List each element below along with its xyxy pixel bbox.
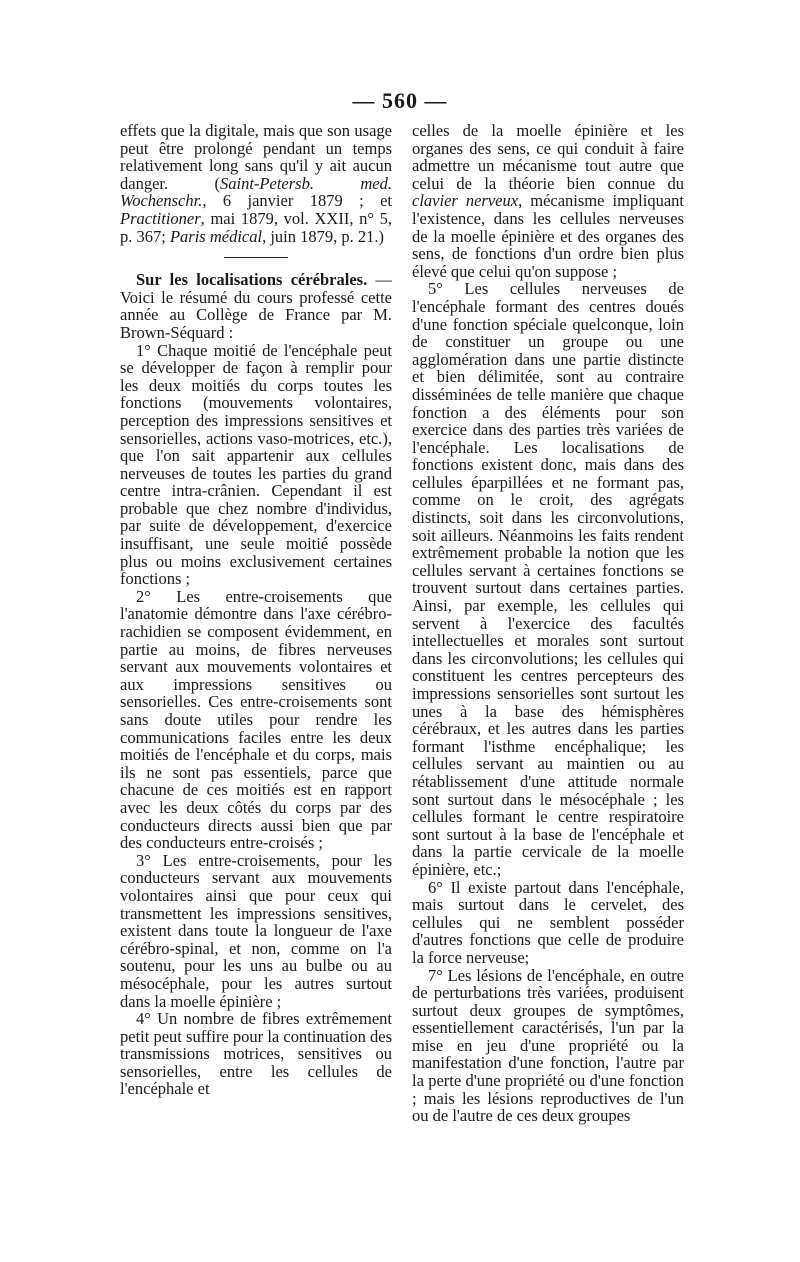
paragraph-point-1: 1° Chaque moitié de l'encéphale peut se développer de façon à remplir pour les deux moitiés du corps toutes les fonctions (mouvements volontaires, perception des impressions sensitives et sensorielles, actions vaso-motrices, etc.), que l'on sait appartenir aux cellules nerveuses de toutes les parties du grand centre intra-crânien. Cependant il est probable que chez nombre d'individus, par suite de développement, d'exercice insuffisant, une seule moitié possède plus ou moins exclusivement certaines fonctions ; [120,340,392,589]
paragraph-section-intro [120,271,392,341]
left-column [120,122,392,1098]
paragraph-point-4: 4° Un nombre de fibres extrêmement petit peut suffire pour la continuation des transmissions motrices, sensitives ou sensorielles, entre les cellules de l'encéphale et [120,1009,392,1099]
paragraph-point-6: 6° Il existe partout dans l'encéphale, mais surtout dans le cervelet, des cellules qui ne semblent posséder d'autres fonctions que celle de produire la force nerveuse; [412,877,684,967]
text-run: — Voici le résumé du cours professé cette année au Collège de France par M. Brown-Séquard : [120,270,392,342]
text-run: , juin 1879, p. 21.) [262,226,385,246]
paragraph-digitale-conclusion [120,122,392,245]
citation-title: Paris médical [169,226,263,246]
italic-term: clavier nerveux [412,191,519,211]
text-run: celles de la moelle épinière et les organes des sens, ce qui conduit à faire admettre un mécanisme tout autre que celui de la théorie bien connue du [412,121,684,193]
paragraph-point-5: 5° Les cellules nerveuses de l'encéphale formant des centres doués d'une fonction spéciale quelconque, loin de constituer un groupe ou une agglomération dans une partie distincte et bien délimitée, sont au contraire disséminées de telle manière que chaque fonction a des éléments pour son exercice dans des parties très variées de l'encéphale. Les localisations de fonctions existent donc, mais dans des cellules éparpillées et ne formant pas, comme on le croit, des agrégats distincts, soit dans les circonvolutions, soit ailleurs. Néanmoins les faits rendent extrêmement probable la notion que les cellules servant à certaines fonctions se trouvent surtout dans certaines parties. Ainsi, par exemple, les cellules qui servent à l'exercice des facultés intellectuelles et morales sont surtout dans les circonvolutions; les cellules qui constituent les centres percepteurs des impressions sensorielles sont surtout les unes à la base des hémisphères cérébraux, et les autres dans les parties formant l'isthme encéphalique; les cellules servant au maintien ou au rétablissement d'une attitude normale sont surtout dans le mésocéphale ; les cellules formant le centre respiratoire sont surtout à la base de l'encéphale et dans la partie cervicale de la moelle épinière, etc.; [412,279,684,879]
paragraph-point-3: 3° Les entre-croisements, pour les conducteurs servant aux mouvements volontaires ainsi que pour ceux qui transmettent les impressions sensitives, existent dans toute la longueur de l'axe cérébro-spinal, et non, comme on l'a soutenu, pour les uns au bulbe ou au mésocéphale, pour les autres surtout dans la moelle épinière ; [120,850,392,1011]
text-run: effets que la digitale, mais que son usage peut être prolongé pendant un temps relativement long sans qu'il y ait aucun danger. ( [120,121,392,193]
paragraph-point-7: 7° Les lésions de l'encéphale, en outre de perturbations très variées, produisent surtout deux groupes de symptômes, essentiellement caractérisés, l'un par la mise en jeu d'une propriété ou la manifestation d'une fonction, l'autre par la perte d'une propriété ou d'une fonction ; mais les lésions reproductives de l'un ou de l'autre de ces deux groupes [412,965,684,1126]
text-run: , mai 1879, vol. XXII, n° 5, p. 367; [120,208,392,246]
text-run: , mécanisme impliquant l'existence, dans les cellules nerveuses de la moelle épinière et des organes des sens, de fonctions d'un ordre bien plus élevé que celui qu'on suppose ; [412,191,684,281]
paragraph-point-4-continued [412,122,684,280]
citation-title: Practitioner [120,208,201,228]
section-separator [224,257,288,258]
section-title: Sur les localisations cérébrales. [136,270,368,290]
citation-title: Saint-Petersb. med. Wochenschr. [120,173,392,211]
text-run: , 6 janvier 1879 ; et [202,191,392,211]
right-column [412,122,684,1125]
paragraph-point-2: 2° Les entre-croisements que l'anatomie démontre dans l'axe cérébro-rachidien se composent évidemment, en partie au moins, de fibres nerveuses servant aux mouvements volontaires et aux impressions sensitives ou sensorielles. Ces entre-croisements sont sans doute utiles pour rendre les communications faciles entre les deux moitiés de l'encéphale et du corps, mais ils ne sont pas essentiels, parce que chacune de ces moitiés est en rapport avec les deux côtés du corps par des conducteurs directs aussi bien que par des conducteurs entre-croisés ; [120,586,392,853]
page-number: — 560 — [352,88,448,113]
